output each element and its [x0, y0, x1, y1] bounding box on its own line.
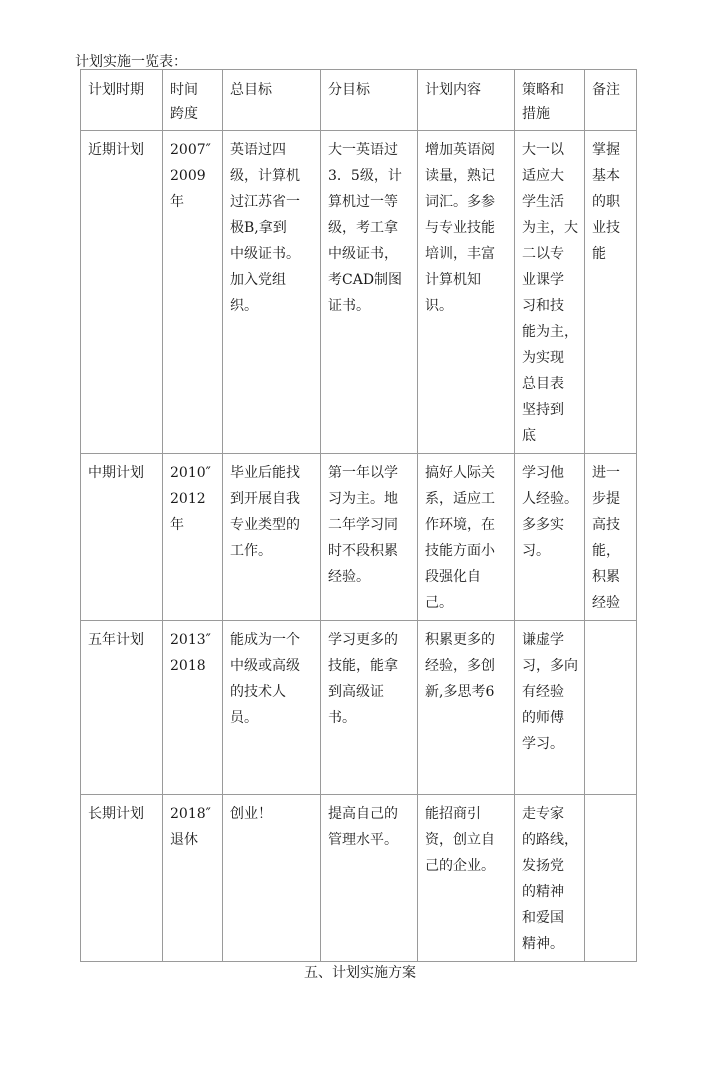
cell-span: 2018″ 退休	[163, 795, 223, 962]
table-row	[81, 621, 637, 795]
cell-strategy: 谦虚学 习，多向 有经验 的师傅 学习。	[515, 621, 585, 795]
header-cell-sub-goal: 分目标	[321, 70, 418, 131]
cell-content: 增加英语阅 读量，熟记 词汇。多参 与专业技能 培训，丰富 计算机知 识。	[418, 131, 515, 454]
header-cell-content: 计划内容	[418, 70, 515, 131]
table-caption: 计划实施一览表：	[75, 54, 187, 70]
header-cell-overall-goal: 总目标	[223, 70, 321, 131]
cell-span: 2007″ 2009 年	[163, 131, 223, 454]
cell-content: 积累更多的 经验，多创 新,多思考6	[418, 621, 515, 795]
cell-period: 中期计划	[81, 454, 163, 621]
cell-content: 能招商引 资，创立自 己的企业。	[418, 795, 515, 962]
cell-span: 2013″ 2018	[163, 621, 223, 795]
cell-overall-goal: 毕业后能找 到开展自我 专业类型的 工作。	[223, 454, 321, 621]
cell-sub-goal: 大一英语过 3．5级，计 算机过一等 级，考工拿 中级证书， 考CAD制图 证书。	[321, 131, 418, 454]
cell-note	[585, 795, 637, 962]
plan-table	[80, 69, 637, 962]
cell-strategy: 大一以 适应大 学生活 为主，大 二以专 业课学 习和技 能为主， 为实现 总目表 坚持到 底	[515, 131, 585, 454]
cell-note	[585, 621, 637, 795]
cell-strategy: 走专家 的路线， 发扬党 的精神 和爱国 精神。	[515, 795, 585, 962]
table-row	[81, 454, 637, 621]
cell-period: 近期计划	[81, 131, 163, 454]
header-cell-period: 计划时期	[81, 70, 163, 131]
table-row	[81, 795, 637, 962]
header-cell-span: 时间 跨度	[163, 70, 223, 131]
cell-content: 搞好人际关 系，适应工 作环境，在 技能方面小 段强化自 己。	[418, 454, 515, 621]
cell-sub-goal: 第一年以学 习为主。地 二年学习同 时不段积累 经验。	[321, 454, 418, 621]
cell-note: 进一 步提 高技 能， 积累 经验	[585, 454, 637, 621]
cell-period: 长期计划	[81, 795, 163, 962]
cell-strategy: 学习他 人经验。 多多实 习。	[515, 454, 585, 621]
header-cell-note: 备注	[585, 70, 637, 131]
cell-overall-goal: 创业！	[223, 795, 321, 962]
cell-period: 五年计划	[81, 621, 163, 795]
header-cell-strategy: 策略和 措施	[515, 70, 585, 131]
cell-sub-goal: 提高自己的 管理水平。	[321, 795, 418, 962]
cell-note: 掌握 基本 的职 业技 能	[585, 131, 637, 454]
cell-span: 2010″ 2012 年	[163, 454, 223, 621]
table-row	[81, 131, 637, 454]
table-header-row	[81, 70, 637, 131]
cell-overall-goal: 能成为一个 中级或高级 的技术人 员。	[223, 621, 321, 795]
cell-sub-goal: 学习更多的 技能，能拿 到高级证 书。	[321, 621, 418, 795]
section-title: 五、计划实施方案	[304, 965, 416, 981]
cell-overall-goal: 英语过四 级，计算机 过江苏省一 极B,拿到 中级证书。 加入党组 织。	[223, 131, 321, 454]
